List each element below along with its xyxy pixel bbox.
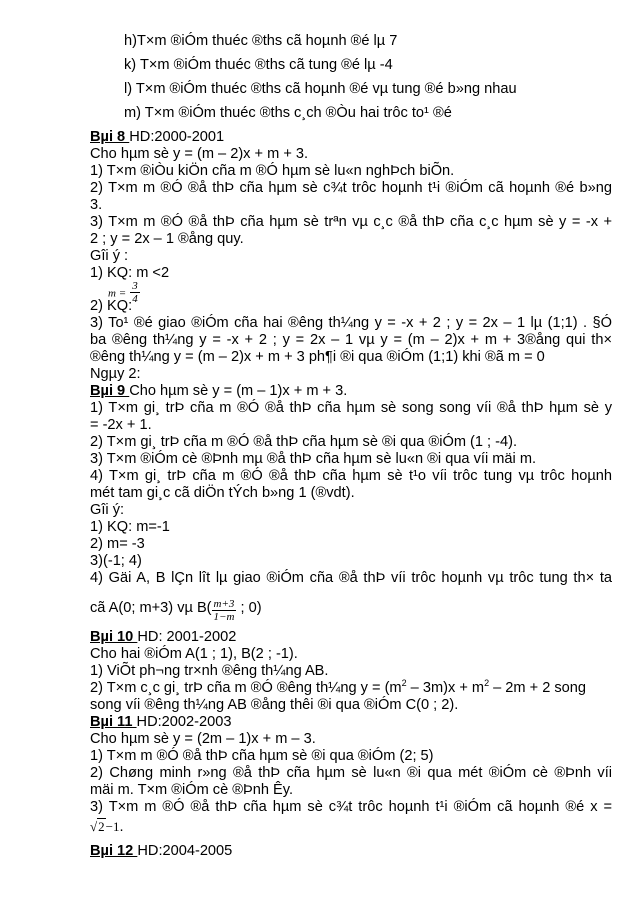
- bai10-line: Cho hai ®iÓm A(1 ; 1), B(2 ; -1).: [90, 646, 298, 662]
- bai8-line: 3) T×m m ®Ó ®å thÞ cña hµm sè trªn vµ c¸c ®å thÞ cña c¸c hµm sè y = -x +: [90, 214, 612, 230]
- bai8-title: Bµi 8: [90, 129, 130, 145]
- bai8-frac-num: 3: [132, 280, 138, 292]
- bai10-line2-c: – 2m + 2 song: [489, 680, 587, 696]
- bai10-line: song víi ®êng th¼ng AB ®ång thêi ®i qua ®iÓm C(0 ; 2).: [90, 697, 459, 713]
- exercise-item-k: k) T×m ®iÓm thuéc ®ths cã tung ®é lµ -4: [124, 57, 393, 73]
- bai12-year: HD:2004-2005: [137, 843, 233, 859]
- bai9-coord-line: [90, 598, 612, 626]
- bai9-line: 4) T×m gi¸ trÞ cña m ®Ó ®å thÞ cña hµm sè t¹o víi trôc tung vµ trôc hoµnh: [90, 468, 612, 484]
- day-label: Ngµy 2:: [90, 366, 141, 382]
- bai8-line: 1) T×m ®iÒu kiÖn cña m ®Ó hµm sè lu«n nghÞch biÕn.: [90, 163, 455, 179]
- bai8-year: HD:2000-2001: [129, 129, 225, 145]
- bai8-line: 2 ; y = 2x – 1 ®ång quy.: [90, 231, 244, 247]
- bai12-title: Bµi 12: [90, 843, 138, 859]
- bai9-line: 1) T×m gi¸ trÞ cña m ®Ó ®å thÞ cña hµm sè song song víi ®å thÞ hµm sè y: [90, 400, 612, 416]
- exercise-item-l: l) T×m ®iÓm thuéc ®ths cã hoµnh ®é vµ tung ®é b»ng nhau: [124, 81, 517, 97]
- bai11-line: 1) T×m m ®Ó ®å thÞ cña hµm sè ®i qua ®iÓm (2; 5): [90, 748, 434, 764]
- bai9-intro: Cho hµm sè y = (m – 1)x + m + 3.: [129, 383, 348, 399]
- bai8-line: 1) KQ: m <2: [90, 265, 170, 281]
- bai8-hint-label: Gîi ý :: [90, 248, 129, 264]
- bai8-frac-den: 4: [132, 293, 138, 305]
- exercise-item-m: m) T×m ®iÓm thuéc ®ths c¸ch ®Òu hai trôc to¹ ®é: [124, 105, 452, 121]
- bai11-line: 3) T×m m ®Ó ®å thÞ cña hµm sè c¾t trôc hoµnh t¹i ®iÓm cã hoµnh ®é x =: [90, 799, 612, 815]
- superscript-2: 2: [401, 678, 407, 689]
- bai11-line: Cho hµm sè y = (2m – 1)x + m – 3.: [90, 731, 316, 747]
- sqrt-sign: √: [90, 819, 98, 834]
- bai9-coord-prefix: cã A(0; m+3) vµ B(: [90, 600, 212, 616]
- bai9-coord-den: 1−m: [213, 611, 235, 623]
- bai10-year: HD: 2001-2002: [137, 629, 237, 645]
- bai9-hint-label: Gîi ý:: [90, 502, 125, 518]
- bai8-line: 3.: [90, 197, 103, 213]
- bai8-line: ba ®êng th¼ng y = -x + 2 ; y = 2x – 1 vµ y = (m – 2)x + m + 3®ång qui th×: [90, 332, 612, 348]
- bai10-line: 1) ViÕt ph¬ng tr×nh ®êng th¼ng AB.: [90, 663, 329, 679]
- bai9-coord-frac: [212, 598, 237, 623]
- sqrt-argument: 2: [98, 819, 105, 834]
- bai11-line: 2) Chøng minh r»ng ®å thÞ cña hµm sè lu«n ®i qua mét ®iÓm cè ®Þnh víi: [90, 765, 612, 781]
- bai9-line: 3) T×m ®iÓm cè ®Þnh mµ ®å thÞ cña hµm sè lu«n ®i qua víi mäi m.: [90, 451, 537, 467]
- bai8-line: 3) To¹ ®é giao ®iÓm cña hai ®êng th¼ng y = -x + 2 ; y = 2x – 1 lµ (1;1) . §Ó: [90, 315, 612, 331]
- sqrt-end: .: [119, 819, 124, 835]
- bai11-line: mäi m. T×m ®iÓm cè ®Þnh Êy.: [90, 782, 294, 798]
- bai8-line: ®êng th¼ng y = (m – 2)x + m + 3 ph¶i ®i qua ®iÓm (1;1) khi ®ã m = 0: [90, 349, 545, 365]
- bai8-frac-lhs: m =: [108, 287, 127, 300]
- bai9-line: 1) KQ: m=-1: [90, 519, 170, 535]
- bai9-line: 4) Gäi A, B lÇn lît lµ giao ®iÓm cña ®å thÞ víi trôc hoµnh vµ trôc tung th× ta: [90, 570, 612, 586]
- superscript-2: 2: [484, 678, 490, 689]
- bai9-line: 2) m= -3: [90, 536, 145, 552]
- bai11-title: Bµi 11: [90, 714, 137, 730]
- bai10-title: Bµi 10: [90, 629, 138, 645]
- bai12-heading: [90, 842, 612, 861]
- bai9-line: mét tam gi¸c cã diÖn tÝch b»ng 1 (®vdt).: [90, 485, 355, 501]
- bai8-kq2: 2) KQ:: [90, 298, 133, 314]
- bai8-line: Cho hµm sè y = (m – 2)x + m + 3.: [90, 146, 309, 162]
- bai9-coord-suffix: ; 0): [236, 600, 262, 616]
- exercise-item-h: h)T×m ®iÓm thuéc ®ths cã hoµnh ®é lµ 7: [124, 33, 398, 49]
- bai9-line: 2) T×m gi¸ trÞ cña m ®Ó ®å thÞ cña hµm sè ®i qua ®iÓm (1 ; -4).: [90, 434, 518, 450]
- bai10-line2-a: 2) T×m c¸c gi¸ trÞ cña m ®Ó ®êng th¼ng y = (m: [90, 680, 402, 696]
- bai11-year: HD:2002-2003: [136, 714, 232, 730]
- bai8-line: 2) T×m m ®Ó ®å thÞ cña hµm sè c¾t trôc hoµnh t¹i ®iÓm cã hoµnh ®é b»ng: [90, 180, 612, 196]
- bai11-sqrt-line: [90, 818, 612, 837]
- bai9-title: Bµi 9: [90, 383, 130, 399]
- bai9-line: = -2x + 1.: [90, 417, 152, 433]
- bai9-coord-num: m+3: [213, 598, 235, 610]
- bai9-line: 3)(-1; 4): [90, 553, 142, 569]
- sqrt-expression: [90, 818, 119, 834]
- bai10-line2-b: – 3m)x + m: [406, 680, 485, 696]
- sqrt-rest: −1: [105, 819, 120, 834]
